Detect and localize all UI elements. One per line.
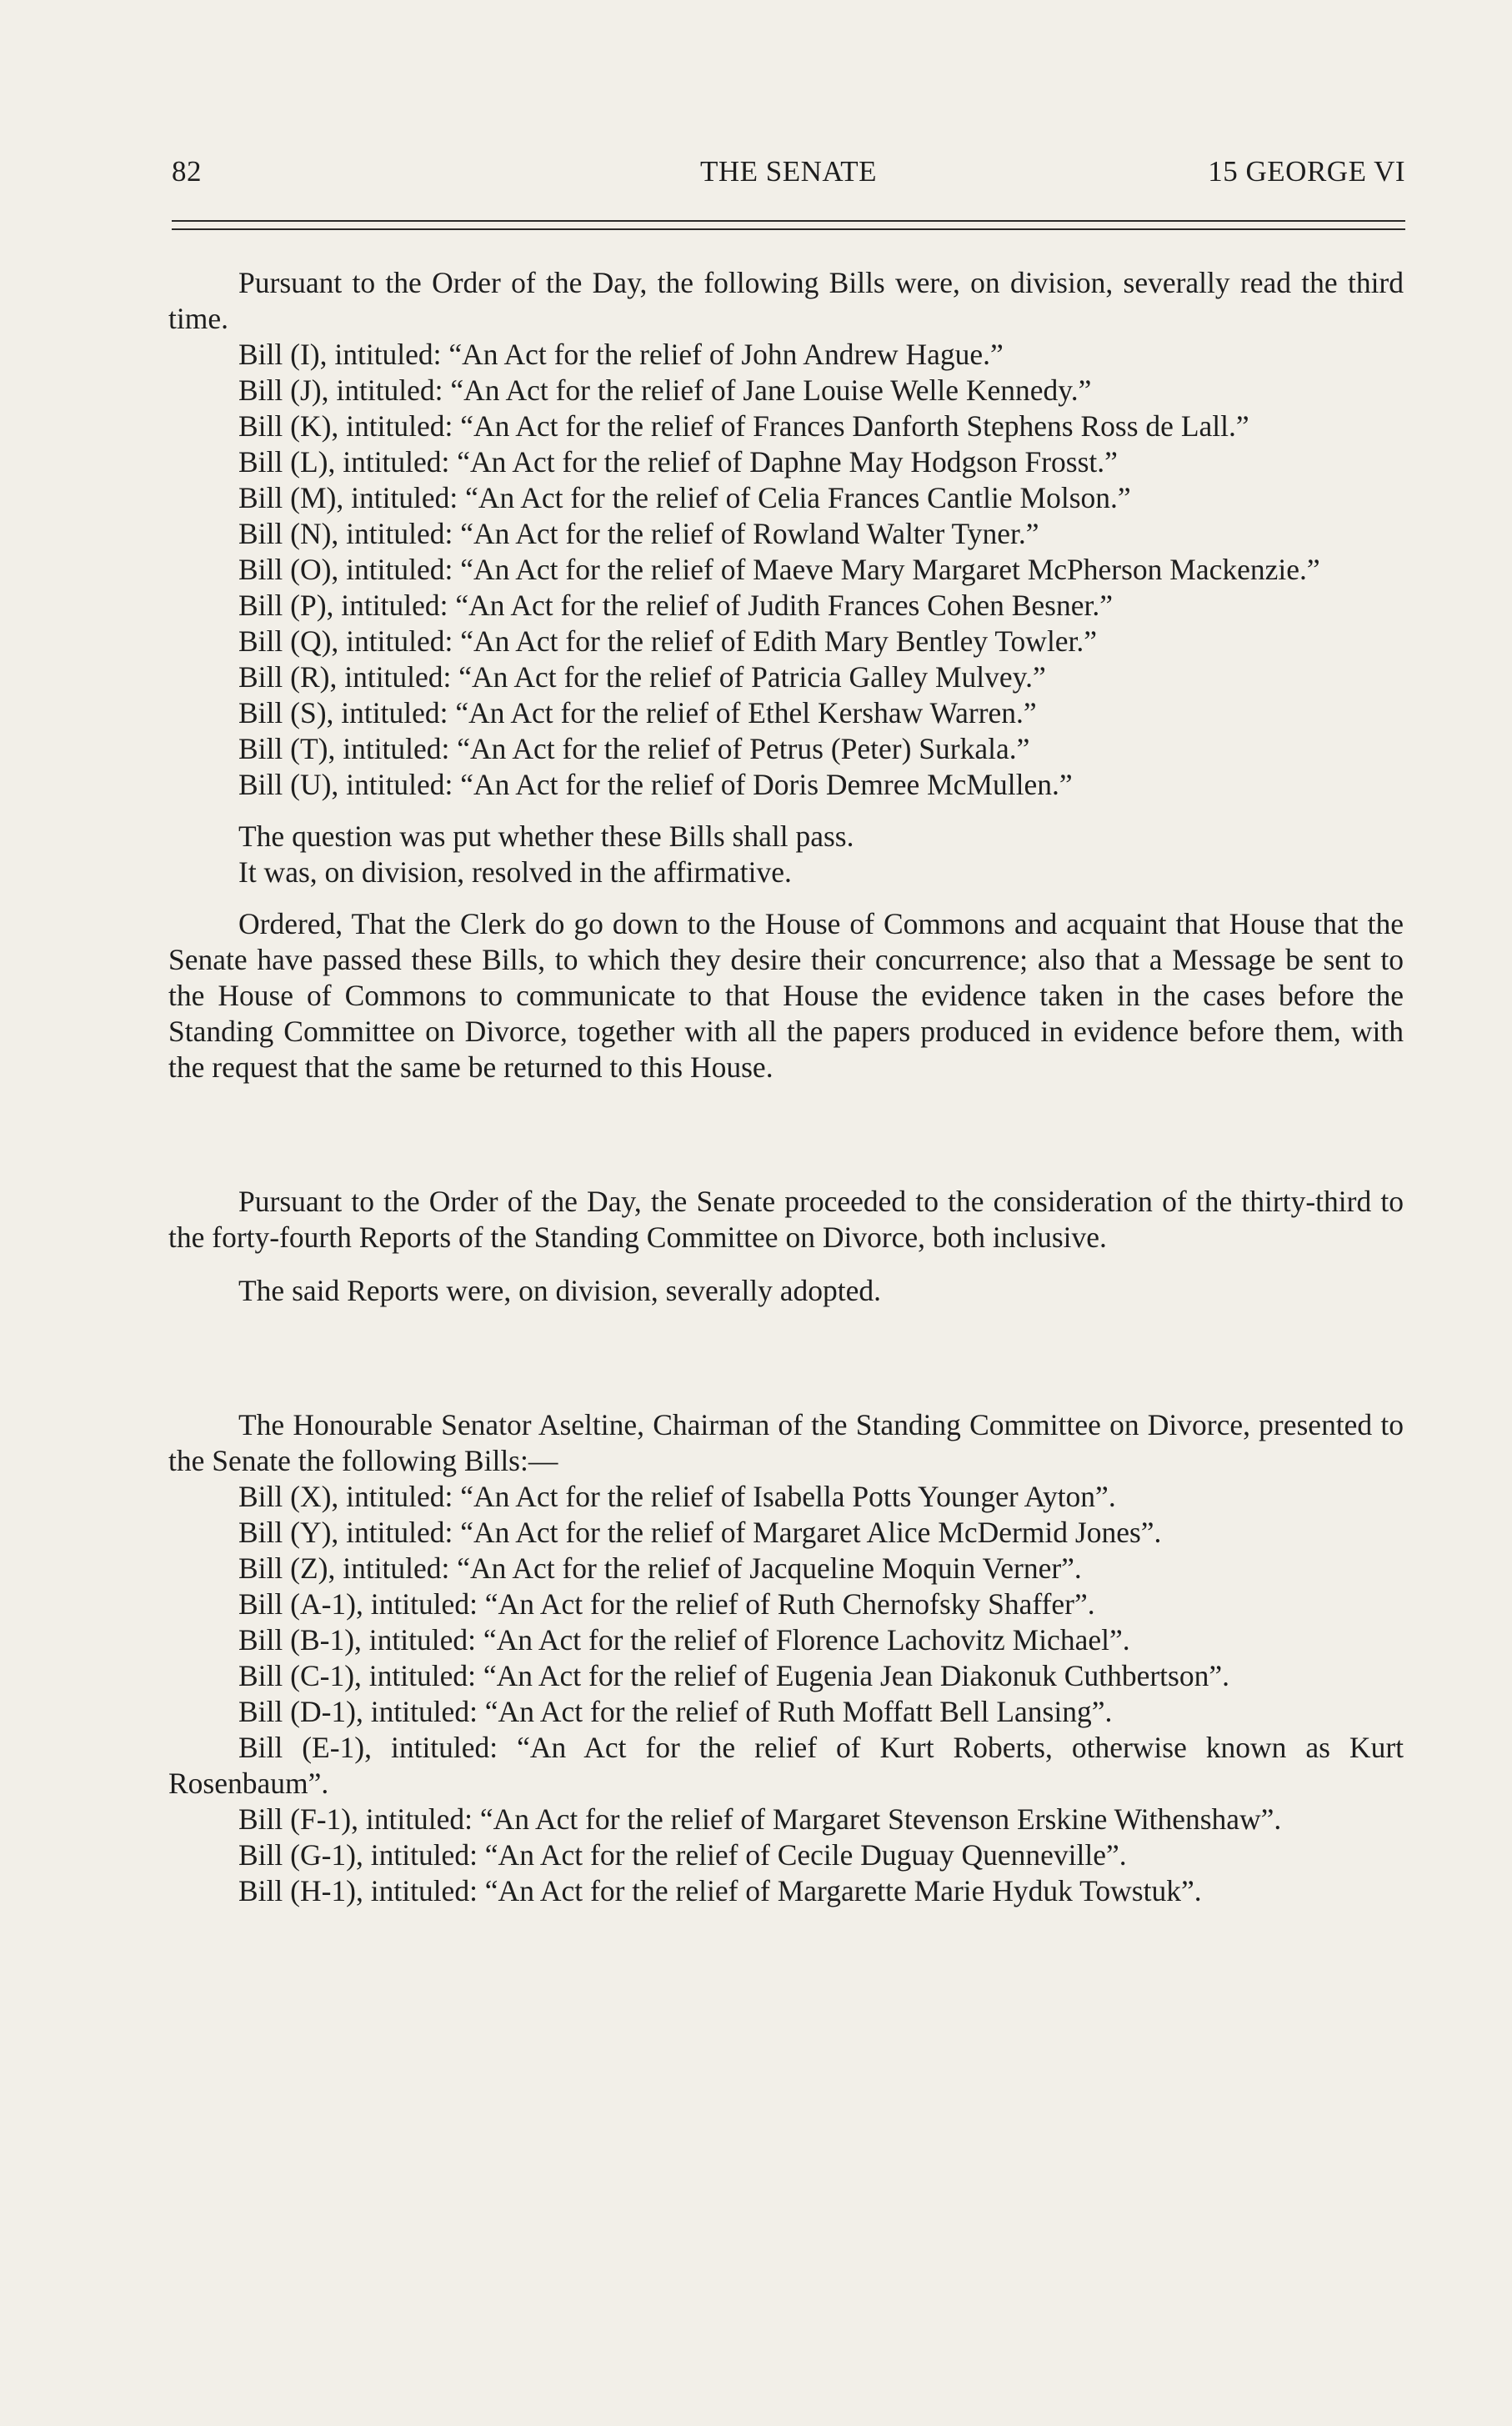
bill-entry: Bill (G-1), intituled: “An Act for the relief of Cecile Duguay Quenneville”. bbox=[238, 1838, 1127, 1872]
bill-entry: Bill (D-1), intituled: “An Act for the relief of Ruth Moffatt Bell Lansing”. bbox=[238, 1695, 1113, 1728]
header-rule-upper bbox=[172, 220, 1405, 222]
bill-entry: Bill (A-1), intituled: “An Act for the relief of Ruth Chernofsky Shaffer”. bbox=[238, 1587, 1095, 1621]
bill-entry: Bill (R), intituled: “An Act for the relief of Patricia Galley Mulvey.” bbox=[238, 660, 1046, 694]
reports-intro: Pursuant to the Order of the Day, the Senate proceeded to the consideration of the thirty-third to the forty-fourth Reports of the Standing Committee on Divorce, both inclusive. bbox=[168, 1185, 1404, 1254]
bill-entry: Bill (C-1), intituled: “An Act for the relief of Eugenia Jean Diakonuk Cuthbertson”. bbox=[238, 1659, 1229, 1692]
bill-entry: Bill (J), intituled: “An Act for the relief of Jane Louise Welle Kennedy.” bbox=[238, 373, 1092, 407]
bill-entry: Bill (L), intituled: “An Act for the relief of Daphne May Hodgson Frosst.” bbox=[238, 445, 1118, 479]
bill-entry: Bill (F-1), intituled: “An Act for the relief of Margaret Stevenson Erskine Withenshaw”. bbox=[238, 1802, 1282, 1836]
bill-entry: Bill (S), intituled: “An Act for the relief of Ethel Kershaw Warren.” bbox=[238, 696, 1037, 729]
regnal-year: 15 GEORGE VI bbox=[1208, 155, 1405, 188]
bill-entry: Bill (P), intituled: “An Act for the relief of Judith Frances Cohen Besner.” bbox=[238, 589, 1114, 622]
bill-entry: Bill (X), intituled: “An Act for the relief of Isabella Potts Younger Ayton”. bbox=[238, 1480, 1116, 1513]
bill-entry: Bill (O), intituled: “An Act for the relief of Maeve Mary Margaret McPherson Mackenzie.” bbox=[238, 553, 1320, 586]
question-put: The question was put whether these Bills shall pass. bbox=[238, 820, 854, 853]
resolution: It was, on division, resolved in the affirmative. bbox=[238, 855, 792, 889]
bill-entry: Bill (Z), intituled: “An Act for the relief of Jacqueline Moquin Verner”. bbox=[238, 1551, 1082, 1585]
ordered-paragraph: Ordered, That the Clerk do go down to the House of Commons and acquaint that House that the Senate have passed these Bills, to which they desire their concurrence; also that a Message be sent to the House of Commons to communicate to that House the evidence taken in the cases before the Standing Committee on Divorce, together with all the papers produced in evidence before them, with the request that the same be returned to this House. bbox=[168, 907, 1404, 1084]
bill-entry: Bill (B-1), intituled: “An Act for the relief of Florence Lachovitz Michael”. bbox=[238, 1623, 1130, 1657]
bill-entry: Bill (Y), intituled: “An Act for the relief of Margaret Alice McDermid Jones”. bbox=[238, 1516, 1162, 1549]
bill-entry: Bill (Q), intituled: “An Act for the relief of Edith Mary Bentley Towler.” bbox=[238, 624, 1098, 658]
header-rule-lower bbox=[172, 228, 1405, 230]
bill-entry: Bill (T), intituled: “An Act for the relief of Petrus (Peter) Surkala.” bbox=[238, 732, 1030, 765]
bill-entry: Bill (K), intituled: “An Act for the relief of Frances Danforth Stephens Ross de Lall.” bbox=[238, 409, 1249, 443]
running-title: THE SENATE bbox=[699, 155, 878, 188]
bill-entry: Bill (E-1), intituled: “An Act for the relief of Kurt Roberts, otherwise known as Kurt Rosenbaum”. bbox=[168, 1731, 1404, 1800]
bill-entry: Bill (N), intituled: “An Act for the relief of Rowland Walter Tyner.” bbox=[238, 517, 1039, 550]
third-reading-intro: Pursuant to the Order of the Day, the following Bills were, on division, severally read the third time. bbox=[168, 266, 1404, 335]
bill-entry: Bill (I), intituled: “An Act for the relief of John Andrew Hague.” bbox=[238, 338, 1004, 371]
reports-adopted: The said Reports were, on division, severally adopted. bbox=[238, 1274, 881, 1307]
page-number: 82 bbox=[172, 155, 202, 188]
new-bills-intro: The Honourable Senator Aseltine, Chairman of the Standing Committee on Divorce, presented to the Senate the following Bills:— bbox=[168, 1408, 1404, 1477]
bill-entry: Bill (U), intituled: “An Act for the relief of Doris Demree McMullen.” bbox=[238, 768, 1073, 801]
bill-entry: Bill (H-1), intituled: “An Act for the relief of Margarette Marie Hyduk Towstuk”. bbox=[238, 1874, 1202, 1907]
bill-entry: Bill (M), intituled: “An Act for the relief of Celia Frances Cantlie Molson.” bbox=[238, 481, 1131, 514]
page-header bbox=[172, 155, 1405, 197]
page-body bbox=[168, 265, 1404, 1909]
